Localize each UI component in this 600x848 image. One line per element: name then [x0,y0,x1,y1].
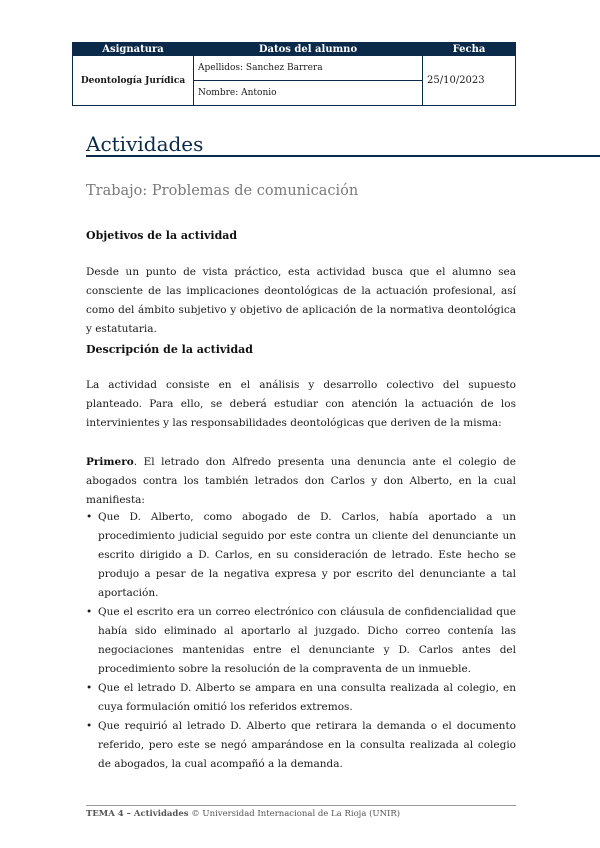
first-paragraph [86,453,516,510]
header-col-date: Fecha [423,43,516,56]
footer [86,809,400,819]
first-label: Primero [86,456,134,468]
title-underline [86,155,600,157]
description-text: La actividad consiste en el análisis y desarrollo colectivo del supuesto planteado. Para ello, se deberá estudiar con atención la actuación de los intervinientes y las responsabilidades deontológicas que deriven de la misma: [86,379,516,429]
header-col-subject: Asignatura [73,43,194,56]
footer-text: © Universidad Internacional de La Rioja (UNIR) [188,809,401,819]
description-heading: Descripción de la actividad [86,343,253,356]
name-value: Nombre: Antonio [194,81,423,106]
surname-value: Apellidos: Sanchez Barrera [194,56,423,81]
objectives-text: Desde un punto de vista práctico, esta actividad busca que el alumno sea consciente de las implicaciones deontológicas de la actuación profesional, así como del ámbito subjetivo y objetivo de aplicación de la normativa deontológica y estatutaria. [86,266,516,335]
bullet-icon: • [86,606,93,618]
footer-divider [86,805,516,806]
bullet-icon: • [86,720,93,732]
header-table [72,42,516,106]
list-item: • Que D. Alberto, como abogado de D. Carlos, había aportado a un procedimiento judicial seguido por este contra un cliente del denunciante un escrito dirigido a D. Carlos, en su consideración de letrado. Este hecho se produjo a pesar de la negativa expresa y por escrito del denunciante a tal aportación. [86,508,516,603]
date-value: 25/10/2023 [423,56,516,106]
list-item: • Que requirió al letrado D. Alberto que retirara la demanda o el documento referido, pero este se negó amparándose en la consulta realizada al colegio de abogados, la cual acompañó a la demanda. [86,717,516,774]
objectives-heading: Objetivos de la actividad [86,229,238,242]
footer-label: TEMA 4 – Actividades [86,809,189,819]
list-item: • Que el letrado D. Alberto se ampara en una consulta realizada al colegio, en cuya formulación omitió los referidos extremos. [86,679,516,717]
first-text: . El letrado don Alfredo presenta una denuncia ante el colegio de abogados contra los también letrados don Carlos y don Alberto, en la cual manifiesta: [86,456,516,506]
header-col-student: Datos del alumno [194,43,423,56]
subject-value: Deontología Jurídica [73,56,194,106]
list-item: • Que el escrito era un correo electrónico con cláusula de confidencialidad que había sido eliminado al aportarlo al juzgado. Dicho correo contenía las negociaciones mantenidas entre el denunciante y D. Carlos antes del procedimiento sobre la resolución de la compraventa de un inmueble. [86,603,516,679]
page-subtitle: Trabajo: Problemas de comunicación [86,183,359,199]
bullet-list [86,508,516,774]
bullet-icon: • [86,511,93,523]
page-title: Actividades [86,132,204,156]
bullet-icon: • [86,682,93,694]
